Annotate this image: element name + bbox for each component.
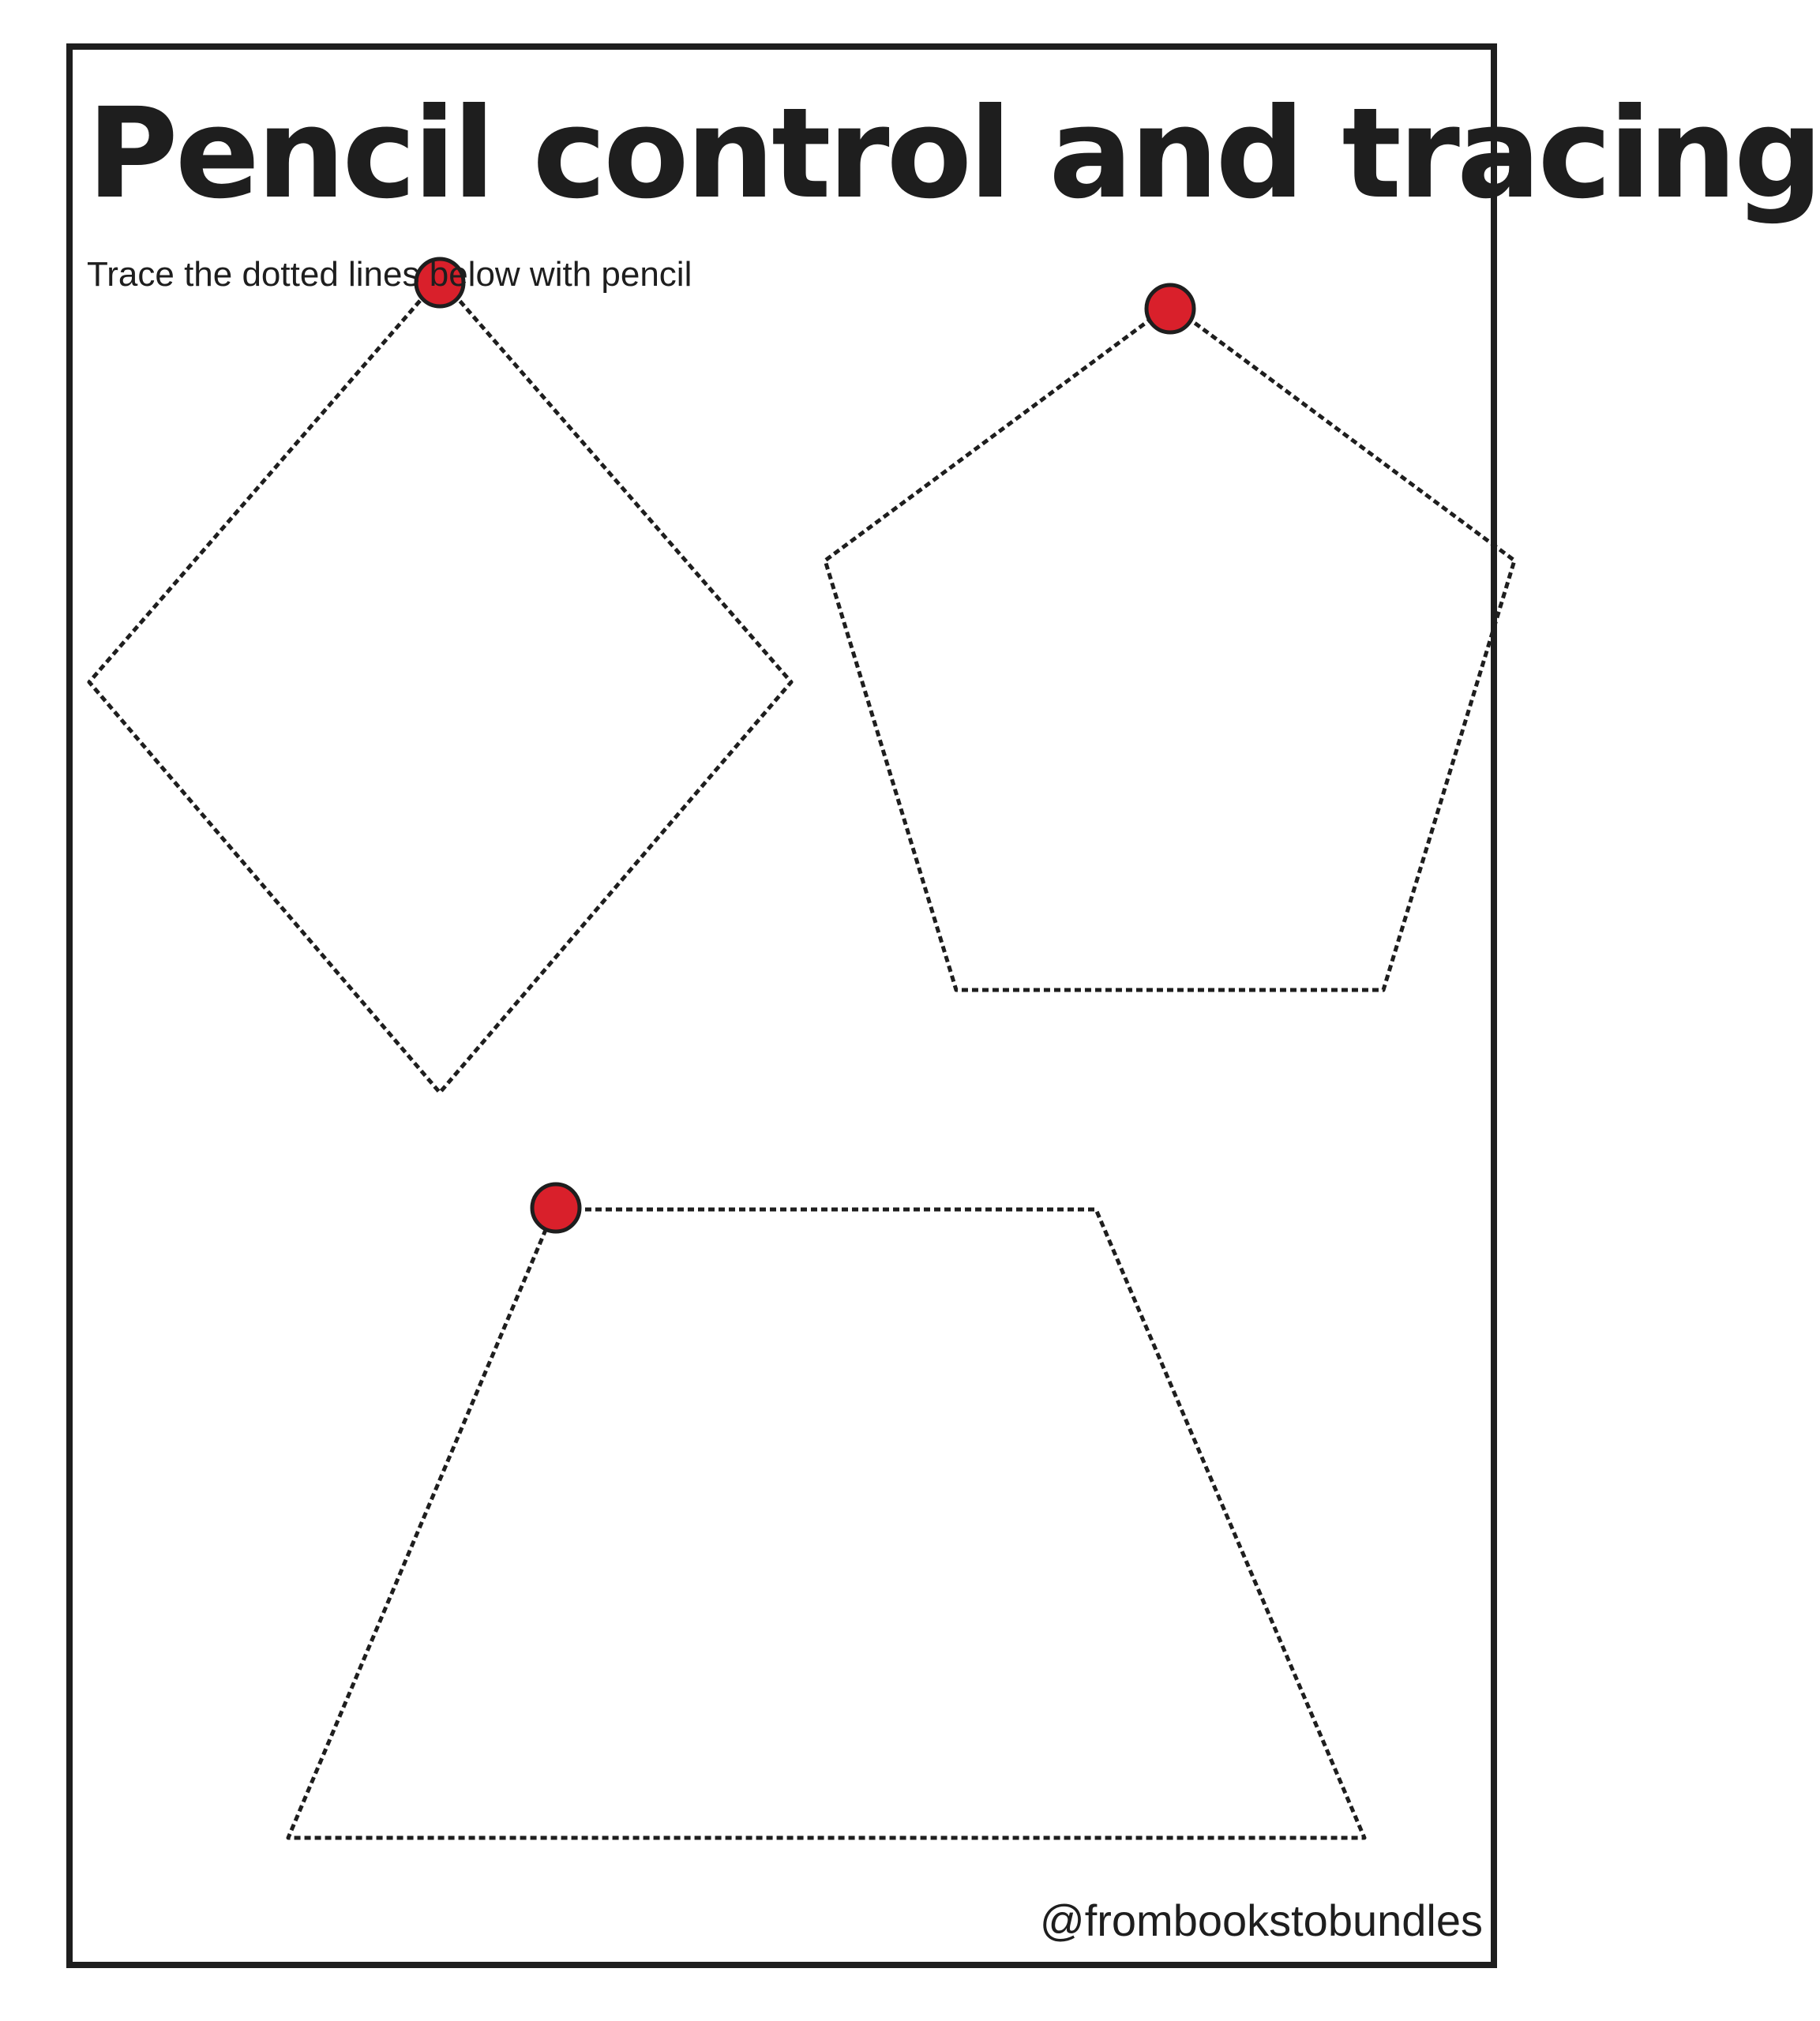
worksheet-title: Pencil control and tracing: [87, 81, 1820, 227]
instruction-text: Trace the dotted lines below with pencil: [87, 255, 692, 294]
trapezoid-tracing-outline[interactable]: [288, 1209, 1364, 1838]
pentagon-start-dot: [1146, 285, 1194, 332]
credit-handle: @frombookstobundles: [1039, 1895, 1483, 1945]
trapezoid-start-dot: [532, 1184, 580, 1232]
diamond-tracing-outline[interactable]: [89, 278, 791, 1093]
pentagon-tracing-outline[interactable]: [825, 305, 1514, 990]
